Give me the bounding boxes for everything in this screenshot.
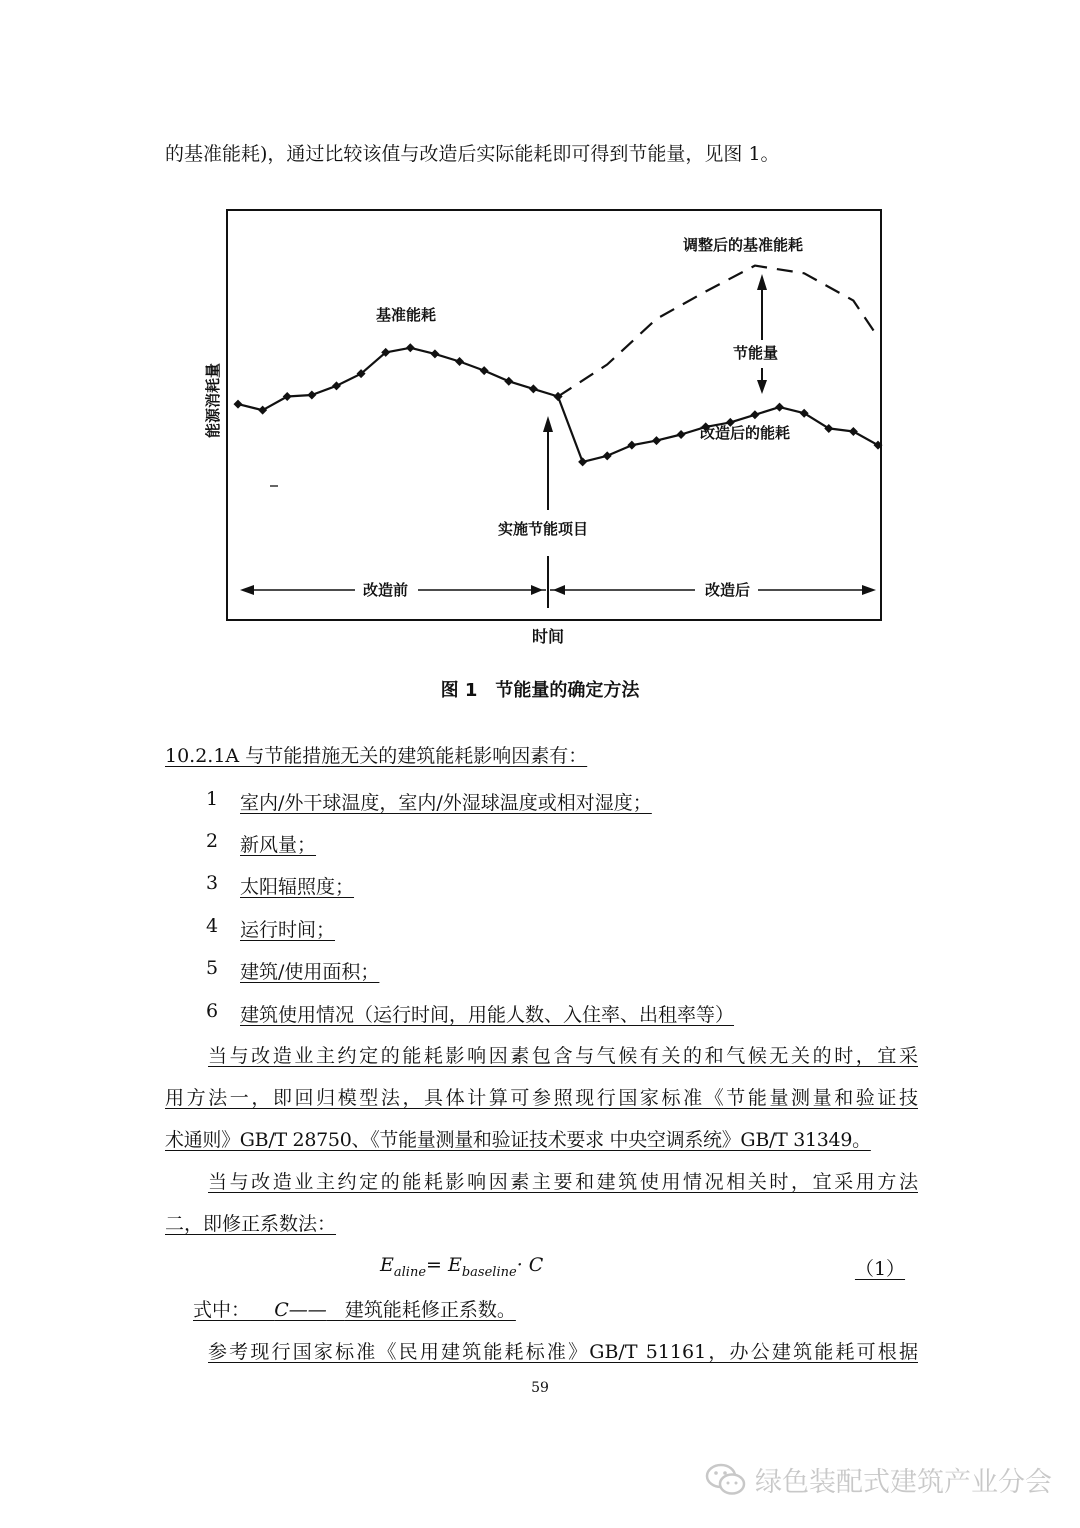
baseline-label: 基准能耗 xyxy=(376,306,437,324)
series-0-point xyxy=(234,400,243,409)
series-0-point xyxy=(406,343,415,352)
item-text: 建筑/使用面积； xyxy=(240,961,380,983)
series-0-point xyxy=(307,390,316,399)
para2-line1: 当与改造业主约定的能耗影响因素主要和建筑使用情况相关时，宜采用方法 xyxy=(208,1171,918,1193)
item-text: 运行时间； xyxy=(240,919,336,941)
watermark xyxy=(705,1460,1052,1499)
item-text: 新风量； xyxy=(240,834,317,856)
series-0-point xyxy=(283,392,292,401)
series-0-point xyxy=(529,384,538,393)
before-label: 改造前 xyxy=(363,581,409,599)
savings-label: 节能量 xyxy=(733,344,779,362)
para1-line2: 用方法一，即回归模型法，具体计算可参照现行国家标准《节能量测量和验证技 xyxy=(165,1087,918,1109)
item-text: 建筑使用情况（运行时间，用能人数、入住率、出租率等） xyxy=(240,1004,735,1026)
implementation-arrowhead xyxy=(543,416,553,432)
para1-line1: 当与改造业主约定的能耗影响因素包含与气候有关的和气候无关的时，宜采 xyxy=(208,1045,918,1067)
series-2-point xyxy=(627,441,636,450)
series-0-point xyxy=(504,377,513,386)
where-prefix: 式中： xyxy=(193,1299,251,1321)
formula-tail: · C xyxy=(516,1254,544,1276)
formula-eq: = xyxy=(426,1254,448,1276)
formula xyxy=(380,1254,543,1280)
series-2-point xyxy=(849,427,858,436)
series-0-point xyxy=(332,381,341,390)
series-2-point xyxy=(677,430,686,439)
para3-line1: 参考现行国家标准《民用建筑能耗标准》GB/T 51161，办公建筑能耗可根据 xyxy=(208,1341,918,1363)
item-number: 2 xyxy=(206,830,219,852)
item-number: 5 xyxy=(206,957,219,979)
watermark-text: 绿色装配式建筑产业分会 xyxy=(755,1467,1052,1498)
after-range-arrowhead xyxy=(862,585,876,595)
adjusted-baseline-label: 调整后的基准能耗 xyxy=(683,236,804,254)
x-axis-label: 时间 xyxy=(532,627,565,646)
series-0-point xyxy=(455,357,464,366)
formula-lhs: E xyxy=(380,1254,394,1276)
before-range-arrowhead xyxy=(240,585,254,595)
series-2-point xyxy=(750,410,759,419)
implementation-label: 实施节能项目 xyxy=(498,520,589,538)
formula-rhs-sub: baseline xyxy=(461,1264,517,1280)
formula-rhs: E xyxy=(447,1254,462,1276)
figure xyxy=(150,200,930,660)
savings-arrowhead-up xyxy=(757,274,767,290)
after-label: 改造后 xyxy=(705,581,751,599)
section-heading: 10.2.1A 与节能措施无关的建筑能耗影响因素有： xyxy=(165,745,588,767)
where-text: 建筑能耗修正系数。 xyxy=(344,1299,516,1321)
series-0-point xyxy=(430,349,439,358)
series-2-point xyxy=(775,403,784,412)
series-2-point xyxy=(603,451,612,460)
y-axis-label: 能源消耗量 xyxy=(204,362,222,438)
post-retrofit-label: 改造后的能耗 xyxy=(700,424,791,442)
para1-line3: 术通则》GB/T 28750、《节能量测量和验证技术要求 中央空调系统》GB/T 31349。 xyxy=(165,1129,871,1151)
item-number: 4 xyxy=(206,915,219,937)
item-number: 6 xyxy=(206,1000,219,1022)
page-number: 59 xyxy=(531,1380,549,1396)
series-line-1 xyxy=(558,266,878,397)
series-2-point xyxy=(578,457,587,466)
equation-number: （1） xyxy=(854,1258,906,1280)
series-2-point xyxy=(874,441,883,450)
item-number: 3 xyxy=(206,872,219,894)
intro-line: 的基准能耗)，通过比较该值与改造后实际能耗即可得到节能量，见图 1。 xyxy=(165,143,780,165)
where-clause xyxy=(193,1297,516,1323)
formula-lhs-sub: aline xyxy=(393,1264,427,1280)
divider-arrowhead-left xyxy=(531,585,543,595)
figure-caption: 图 1 节能量的确定方法 xyxy=(440,680,640,701)
item-number: 1 xyxy=(206,788,219,810)
series-2-point xyxy=(652,436,661,445)
where-symbol: C—— xyxy=(274,1299,327,1321)
item-text: 室内/外干球温度，室内/外湿球温度或相对湿度； xyxy=(240,792,652,814)
wechat-icon xyxy=(705,1462,747,1498)
savings-arrowhead-down xyxy=(757,380,767,394)
series-0-point xyxy=(480,366,489,375)
series-0-point xyxy=(258,406,267,415)
item-text: 太阳辐照度； xyxy=(240,876,355,898)
divider-arrowhead-right xyxy=(553,585,565,595)
para2-line2: 二，即修正系数法： xyxy=(165,1213,337,1235)
